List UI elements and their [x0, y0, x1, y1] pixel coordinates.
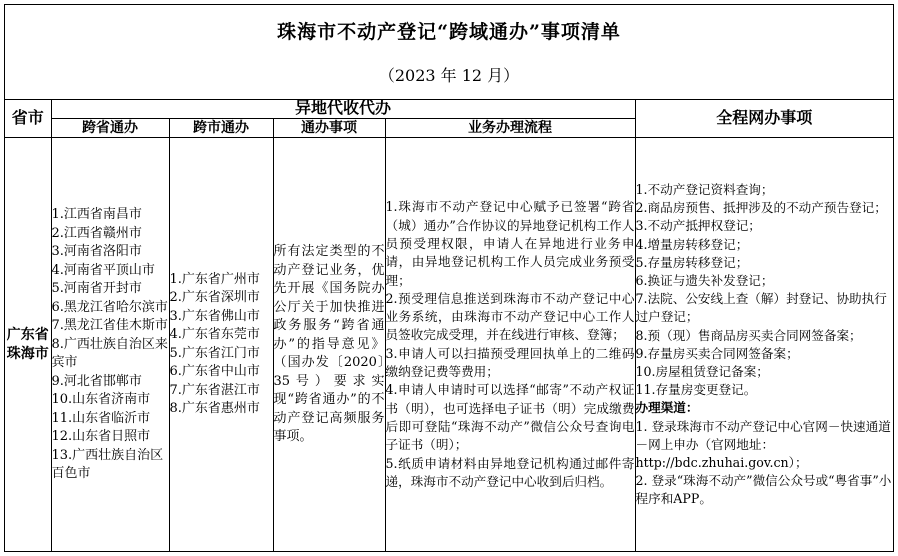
list-item: 10.山东省济南市 — [51, 392, 151, 407]
list-item: 5.河南省开封市 — [51, 281, 142, 296]
process-step: 5.纸质申请材料由异地登记机构通过邮件寄递，珠海市不动产登记中心收到后归档。 — [385, 455, 635, 489]
list-item: 2.广东省深圳市 — [169, 290, 260, 306]
header-remote-service: 异地代收代办 — [51, 99, 635, 118]
list-item: 4.广东省东莞市 — [169, 327, 260, 343]
header-matters: 通办事项 — [273, 118, 385, 137]
list-item: 1.江西省南昌市 — [51, 207, 142, 222]
document-date: （2023 年 12 月） — [378, 66, 520, 85]
header-online-service: 全程网办事项 — [635, 99, 893, 137]
list-item: 5.广东省江门市 — [169, 345, 260, 361]
process-step: 1.珠海市不动产登记中心赋予已签署“跨省（城）通办”合作协议的异地登记机构工作人员预受理权限，申请人在异地进行业务申请，由异地登记机构工作人员完成业务预受理； — [385, 199, 635, 288]
header-cross-province: 跨省通办 — [51, 118, 169, 137]
header-process: 业务办理流程 — [385, 118, 635, 137]
list-item: 13.广西壮族自治区百色市 — [51, 447, 164, 481]
list-item: 7.广东省湛江市 — [169, 382, 260, 398]
list-item: 11.山东省临沂市 — [51, 410, 151, 426]
list-item: 8.广西壮族自治区来宾市 — [51, 336, 168, 370]
list-item: 2.商品房预售、抵押涉及的不动产预告登记； — [635, 200, 887, 216]
list-item: 8.广东省惠州市 — [169, 401, 260, 417]
list-item: 3.不动产抵押权登记； — [635, 218, 761, 234]
list-item: 6.黑龙江省哈尔滨市 — [51, 299, 168, 315]
list-item: 6.广东省中山市 — [169, 364, 260, 380]
document-frame — [4, 4, 894, 552]
channels-heading: 办理渠道： — [635, 400, 699, 416]
process-step: 3.申请人可以扫描预受理回执单上的二维码缴纳登记费等费用； — [385, 345, 635, 380]
list-item: 3.广东省佛山市 — [169, 308, 260, 324]
list-item: 4.河南省平顶山市 — [51, 262, 155, 278]
cross-province-list — [51, 137, 169, 552]
list-item: 1.广东省广州市 — [169, 271, 260, 287]
list-item: 5.存量房转移登记； — [635, 254, 749, 270]
list-item: 10.房屋租赁登记备案； — [635, 363, 769, 379]
header-cross-city: 跨市通办 — [169, 118, 273, 137]
list-item: 9.河北省邯郸市 — [51, 373, 142, 389]
process-step: 4.申请人申请时可以选择“邮寄”不动产权证书（明），也可选择电子证书（明）完成缴费后即可登陆“珠海不动产”微信公众号查询电子证书（明）； — [385, 382, 635, 453]
process-steps — [385, 137, 635, 552]
title-block — [5, 5, 893, 100]
channel-item: 2. 登录“珠海不动产”微信公众号或“粤省事”小程序和APP。 — [635, 473, 892, 507]
list-item: 4.增量房转移登记； — [635, 236, 749, 252]
list-item: 7.法院、公安线上查（解）封登记、协助执行过户登记； — [635, 291, 887, 325]
process-step: 2.预受理信息推送到珠海市不动产登记中心业务系统，由珠海市不动产登记中心工作人员签收完成受理，并在线进行审核、登簿； — [385, 290, 635, 343]
province-cell: 广东省珠海市 — [5, 137, 51, 552]
online-service-list — [635, 137, 893, 552]
list-item: 12.山东省日照市 — [51, 429, 151, 444]
list-item: 9.存量房买卖合同网签备案； — [635, 345, 799, 361]
list-item: 11.存量房变更登记。 — [635, 382, 757, 398]
matters-table — [5, 99, 893, 552]
list-item: 8.预（现）售商品房买卖合同网签备案； — [635, 327, 862, 343]
cross-city-list — [169, 137, 273, 552]
document-title: 珠海市不动产登记“跨域通办”事项清单 — [277, 21, 621, 43]
list-item: 1.不动产登记资料查询； — [635, 181, 774, 197]
list-item: 6.换证与遗失补发登记； — [635, 272, 774, 288]
list-item: 3.河南省洛阳市 — [51, 244, 142, 259]
list-item: 7.黑龙江省佳木斯市 — [51, 318, 168, 333]
header-province: 省市 — [5, 99, 51, 137]
list-item: 2.江西省赣州市 — [51, 225, 142, 241]
matters-description: 所有法定类型的不动产登记业务，优先开展《国务院办公厅关于加快推进政务服务“跨省通办”的指导意见》（国办发〔2020〕35号）要求实现“跨省通办”的不动产登记高频服务事项。 — [273, 137, 385, 552]
channel-item: 1. 登录珠海市不动产登记中心官网－快速通道－网上申办（官网地址：http://bdc.zhuhai.gov.cn）； — [635, 418, 891, 470]
